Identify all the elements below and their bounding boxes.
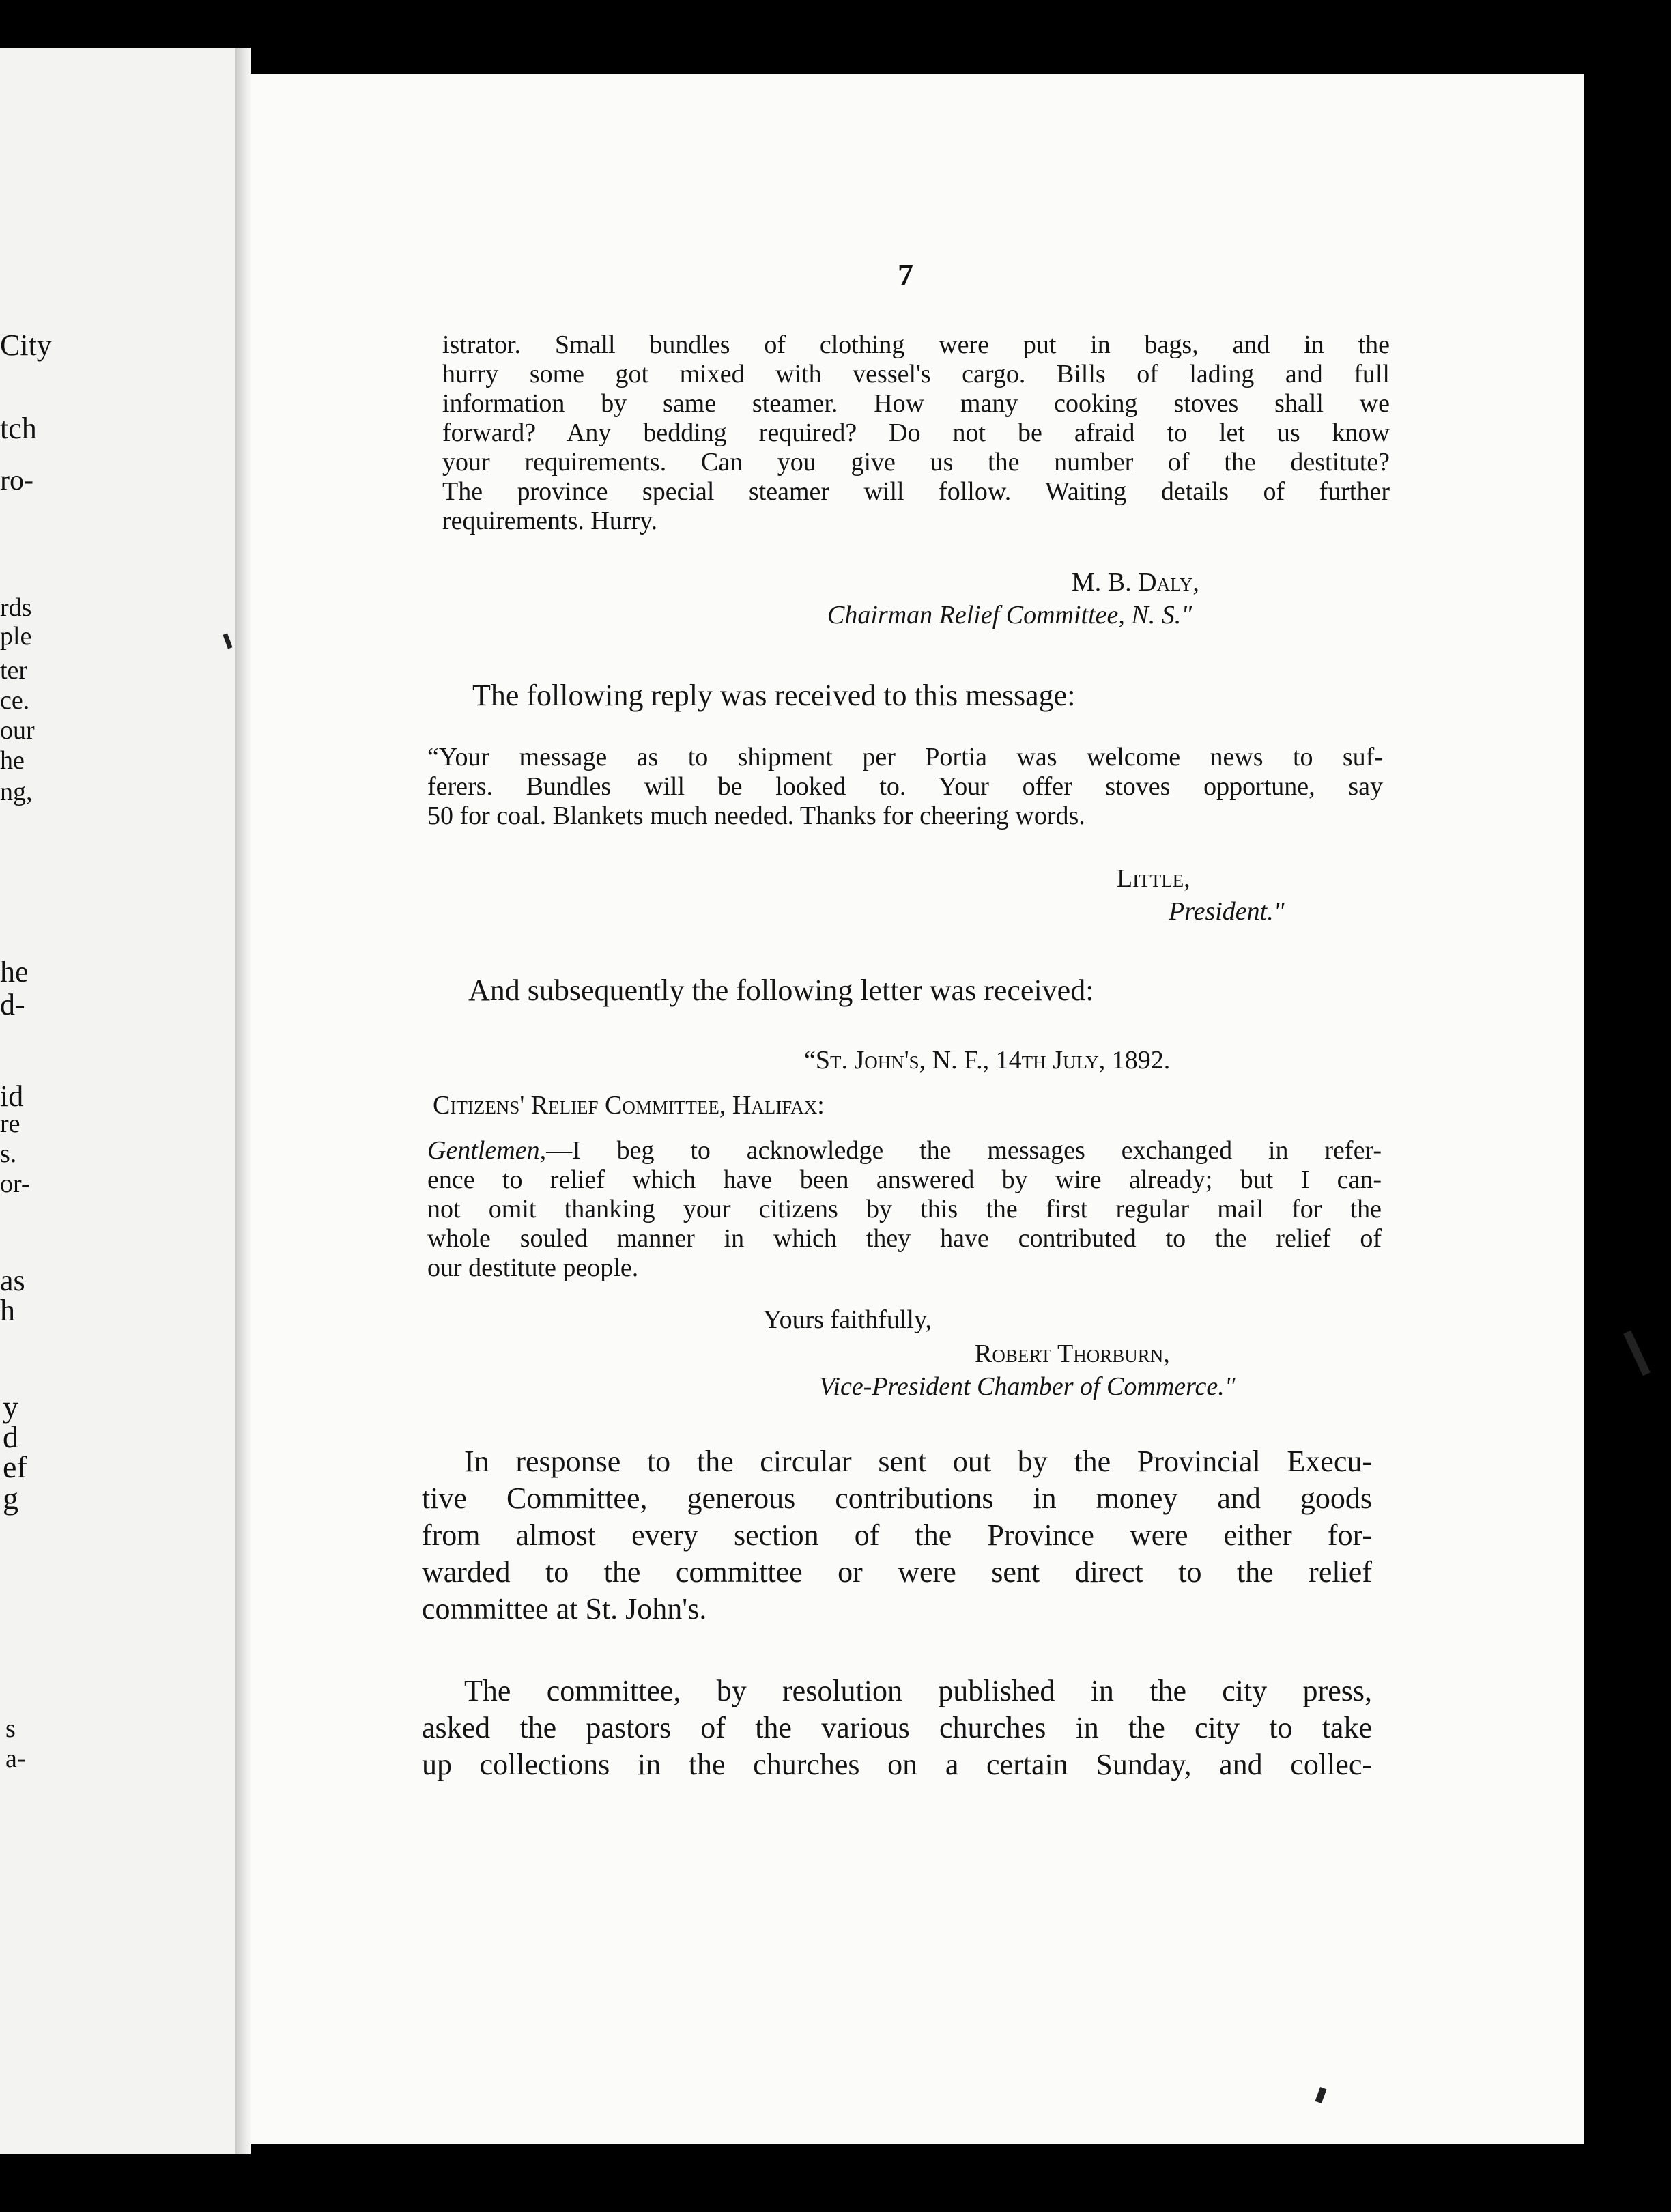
paragraph-2-line: asked the pastors of the various churches in the city to take [422,1711,1372,1744]
letter-body [427,1136,1382,1283]
telegram-line: The province special steamer will follow. Waiting details of further [442,477,1390,506]
reply-intro: The following reply was received to this message: [472,679,1076,712]
reply-signer: Little, [1117,864,1190,893]
reply-signer-title: President." [1169,897,1285,926]
letter-line: ence to relief which have been answered by wire already; but I can- [427,1165,1382,1194]
left-page-fragment: ce. [0,686,30,715]
letter-dateline: “St. John's, N. F., 14th July, 1892. [804,1046,1171,1075]
telegram-line: your requirements. Can you give us the number of the destitute? [442,448,1390,477]
left-page-fragment: he [0,955,29,989]
letter-line: —I beg to acknowledge the messages exchanged in refer- [546,1136,1382,1165]
letter-closing: Yours faithfully, [763,1305,932,1334]
left-page-fragment: h [0,1294,15,1327]
paragraph-1 [422,1443,1372,1628]
telegram-line: information by same steamer. How many cooking stoves shall we [442,389,1390,418]
reply-line: “Your message as to shipment per Portia was welcome news to suf- [427,743,1383,771]
telegram-signer-title: Chairman Relief Committee, N. S." [827,601,1192,629]
left-page-fragment: d [3,1419,18,1454]
telegram-line: istrator. Small bundles of clothing were put in bags, and in the [442,330,1390,359]
left-page [0,48,235,2154]
letter-line: not omit thanking your citizens by this the first regular mail for the [427,1195,1382,1223]
left-page-fragment: ef [3,1449,27,1484]
letter-signer-title: Vice-President Chamber of Commerce." [819,1372,1236,1401]
left-page-fragment: he [0,746,25,775]
page-gutter [235,48,251,2154]
left-page-fragment: ter [0,656,28,685]
left-page-fragment: ng, [0,778,33,806]
telegram-line: forward? Any bedding required? Do not be afraid to let us know [442,419,1390,447]
letter-line: whole souled manner in which they have contributed to the relief of [427,1224,1382,1253]
left-page-fragment: rds [0,593,32,622]
left-page-fragment: a- [5,1744,26,1773]
letter-signer: Robert Thorburn, [975,1339,1170,1368]
left-page-fragment: g [3,1481,18,1516]
reply-line: ferers. Bundles will be looked to. Your offer stoves opportune, say [427,772,1383,801]
paragraph-1-line: warded to the committee or were sent direct to the relief [422,1555,1372,1589]
reply-line: 50 for coal. Blankets much needed. Thanks for cheering words. [427,802,1085,830]
left-page-fragment: as [0,1264,25,1297]
telegram-line: requirements. Hurry. [442,507,658,535]
paragraph-1-line: committee at St. John's. [422,1592,707,1626]
scan-mark [1623,1331,1651,1376]
left-page-fragment: ro- [0,465,33,496]
reply-text [427,743,1383,831]
left-page-fragment: our [0,716,35,745]
telegram-line: hurry some got mixed with vessel's cargo. Bills of lading and full [442,360,1390,388]
letter-intro: And subsequently the following letter was received: [468,974,1094,1007]
paragraph-2 [422,1673,1372,1783]
paragraph-1-line: from almost every section of the Province were either for- [422,1518,1372,1552]
left-page-fragment: s [5,1714,16,1743]
telegram-text [442,330,1390,536]
left-page-fragment: ple [0,622,32,651]
left-page-fragment: re [0,1109,20,1138]
letter-addressee: Citizens' Relief Committee, Halifax: [433,1091,825,1120]
left-page-fragment: tch [0,412,37,445]
paragraph-2-line: up collections in the churches on a certain Sunday, and collec- [422,1748,1372,1781]
left-page-fragment: y [3,1389,18,1424]
left-page-fragment: id [0,1079,24,1113]
letter-line: our destitute people. [427,1253,639,1282]
paragraph-2-line: The committee, by resolution published in the city press, [464,1674,1372,1707]
letter-salutation: Gentlemen, [427,1136,547,1165]
left-page-fragment: City [0,328,52,362]
paragraph-1-line: In response to the circular sent out by the Provincial Execu- [464,1445,1372,1478]
left-page-fragment: or- [0,1169,30,1198]
telegram-signer: M. B. Daly, [1072,568,1199,597]
left-page-fragment: s. [0,1139,17,1168]
paragraph-1-line: tive Committee, generous contributions in money and goods [422,1481,1372,1515]
page-number: 7 [898,257,913,292]
left-page-fragment: d- [0,988,25,1021]
